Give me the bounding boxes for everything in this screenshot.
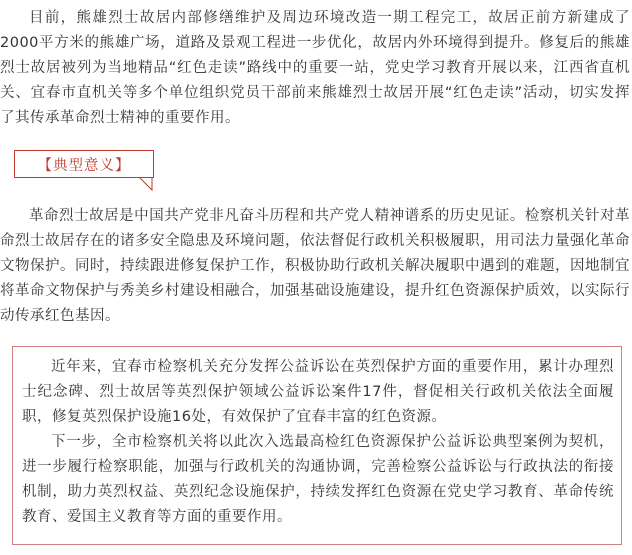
intro-paragraph: 目前，熊雄烈士故居内部修缮维护及周边环境改造一期工程完工，故居正前方新建成了2000平方米的熊雄广场，道路及景观工程进一步优化，故居内外环境得到提升。修复后的熊雄烈士故居被列为当地精品“红色走读”路线中的重要一站，党史学习教育开展以来，江西省直机关、宜春市直机关等多个单位组织党员干部前来熊雄烈士故居开展“红色走读”活动，切实发挥了其传承革命烈士精神的重要作用。: [0, 10, 630, 126]
section-heading-label: 【典型意义】: [14, 150, 154, 178]
significance-paragraph: 革命烈士故居是中国共产党非凡奋斗历程和共产党人精神谱系的历史见证。检察机关针对革命烈士故居存在的诸多安全隐患及环境问题，依法督促行政机关积极履职，用司法力量强化革命文物保护。同时，持续跟进修复保护工作，积极协助行政机关解决履职中遇到的难题，因地制宜将革命文物保护与秀美乡村建设相融合，加强基础设施建设，提升红色资源保护质效，以实际行动传承红色基因。: [0, 208, 630, 324]
section-heading-tag: [14, 150, 156, 192]
summary-paragraph-1: 近年来，宜春市检察机关充分发挥公益诉讼在英烈保护方面的重要作用，累计办理烈士纪念碑、烈士故居等英烈保护领域公益诉讼案件17件，督促相关行政机关依法全面履职，修复英烈保护设施16处，有效保护了宜春丰富的红色资源。: [22, 359, 614, 425]
summary-box: [12, 346, 622, 545]
summary-paragraph-2: 下一步，全市检察机关将以此次入选最高检红色资源保护公益诉讼典型案例为契机，进一步履行检察职能，加强与行政机关的沟通协调，完善检察公益诉讼与行政执法的衔接机制，助力英烈权益、英烈纪念设施保护，持续发挥红色资源在党史学习教育、革命传统教育、爱国主义教育等方面的重要作用。: [22, 434, 614, 525]
